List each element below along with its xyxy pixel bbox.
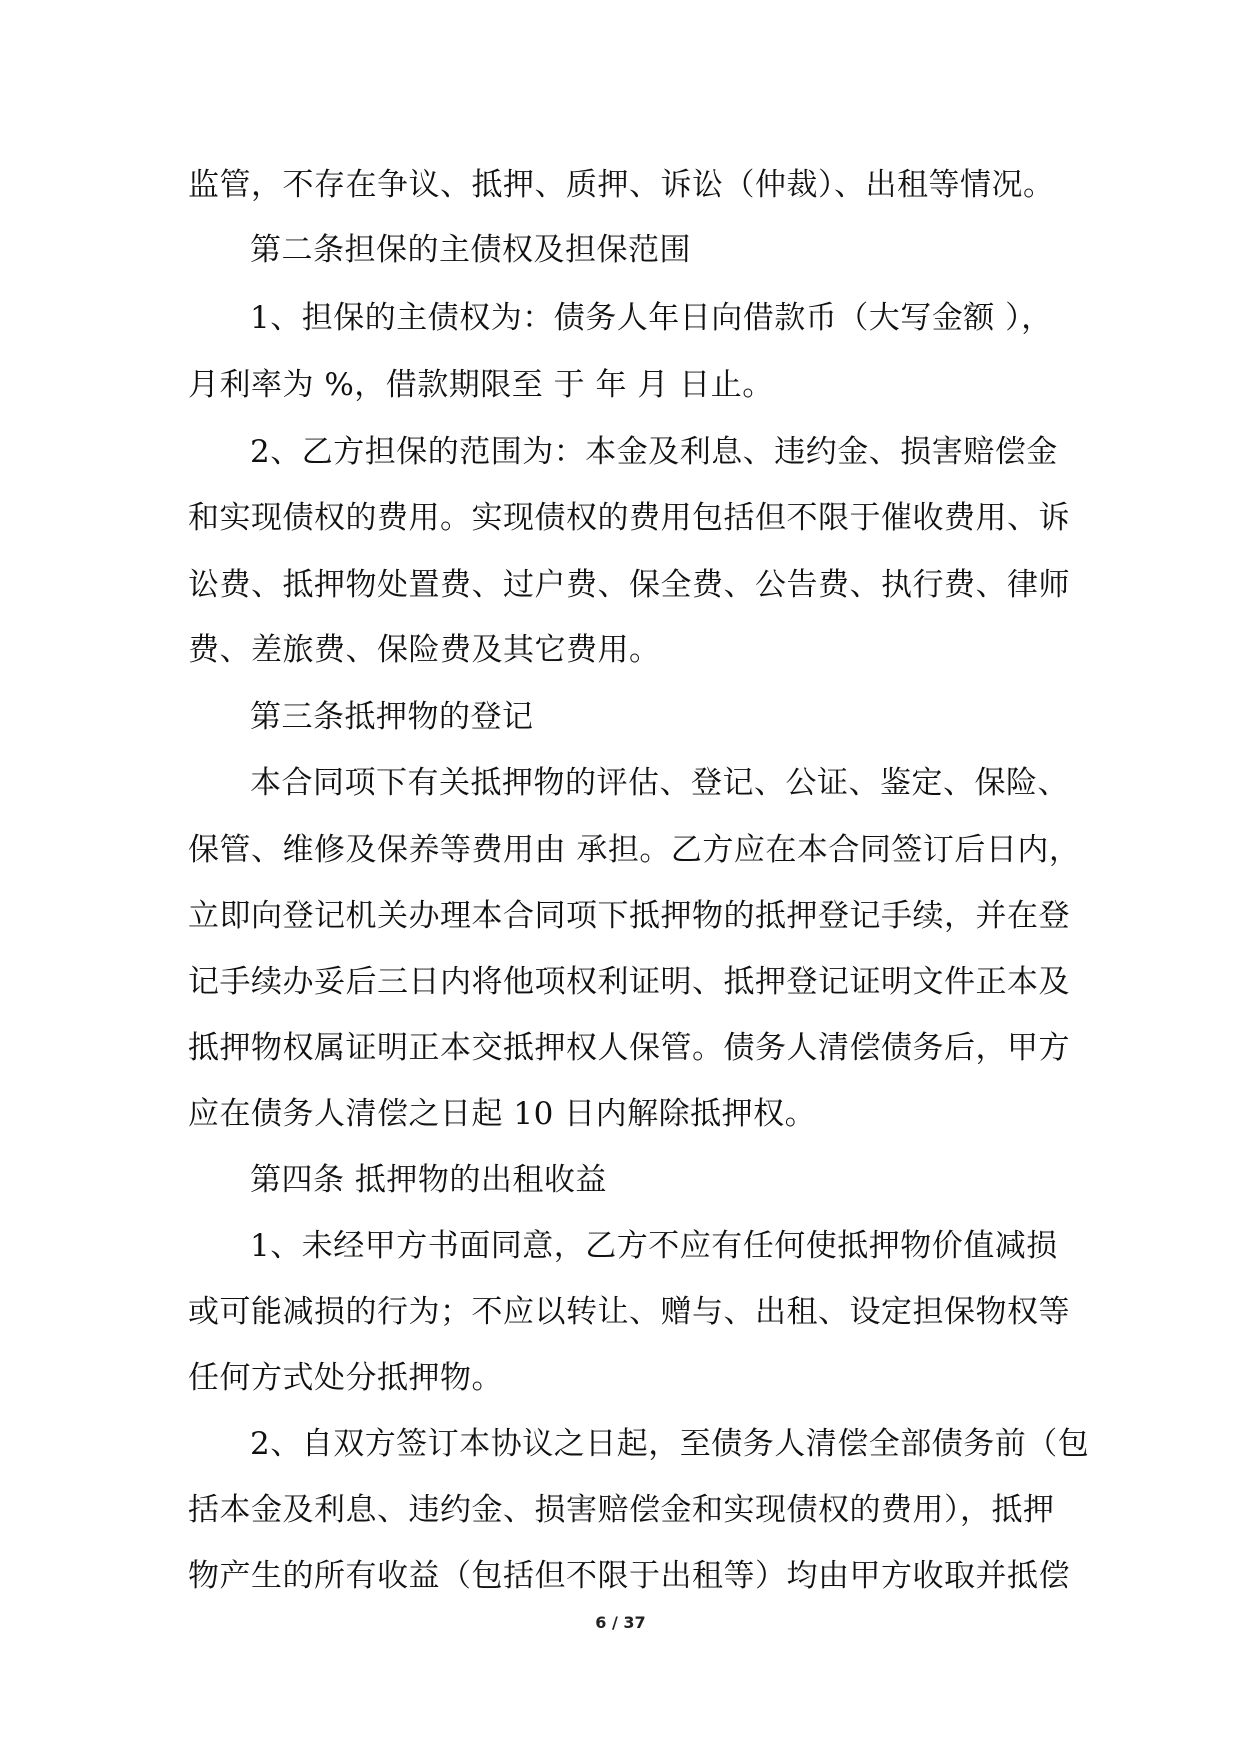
text-line: 保管、维修及保养等费用由 承担。乙方应在本合同签订后日内， — [188, 832, 1081, 868]
text-line: 和实现债权的费用。实现债权的费用包括但不限于催收费用、诉 — [188, 500, 1070, 536]
text-line: 括本金及利息、违约金、损害赔偿金和实现债权的费用），抵押 — [188, 1492, 1055, 1528]
text-line: 任何方式处分抵押物。 — [188, 1360, 503, 1396]
text-line: 应在债务人清偿之日起 10 日内解除抵押权。 — [188, 1096, 817, 1132]
section-heading: 第四条 抵押物的出租收益 — [250, 1162, 607, 1198]
section-heading: 第二条担保的主债权及担保范围 — [250, 232, 691, 268]
text-line: 本合同项下有关抵押物的评估、登记、公证、鉴定、保险、 — [250, 765, 1069, 801]
text-line: 月利率为 %，借款期限至 于 年 月 日止。 — [188, 367, 774, 403]
section-heading: 第三条抵押物的登记 — [250, 699, 534, 735]
text-line: 1、未经甲方书面同意，乙方不应有任何使抵押物价值减损 — [250, 1228, 1058, 1264]
text-line: 抵押物权属证明正本交抵押权人保管。债务人清偿债务后，甲方 — [188, 1030, 1070, 1066]
text-line: 费、差旅费、保险费及其它费用。 — [188, 632, 661, 668]
text-line: 2、自双方签订本协议之日起，至债务人清偿全部债务前（包 — [250, 1426, 1090, 1462]
text-line: 记手续办妥后三日内将他项权利证明、抵押登记证明文件正本及 — [188, 964, 1070, 1000]
text-line: 监管，不存在争议、抵押、质押、诉讼（仲裁）、出租等情况。 — [188, 167, 1055, 203]
text-line: 或可能减损的行为；不应以转让、赠与、出租、设定担保物权等 — [188, 1294, 1070, 1330]
page-number: 6 / 37 — [595, 1613, 646, 1632]
text-line: 讼费、抵押物处置费、过户费、保全费、公告费、执行费、律师 — [188, 567, 1070, 603]
text-line: 1、担保的主债权为：债务人年日向借款币（大写金额 ）， — [250, 300, 1053, 336]
text-line: 2、乙方担保的范围为：本金及利息、违约金、损害赔偿金 — [250, 434, 1058, 470]
text-line: 立即向登记机关办理本合同项下抵押物的抵押登记手续，并在登 — [188, 898, 1070, 934]
text-line: 物产生的所有收益（包括但不限于出租等）均由甲方收取并抵偿 — [188, 1558, 1070, 1594]
